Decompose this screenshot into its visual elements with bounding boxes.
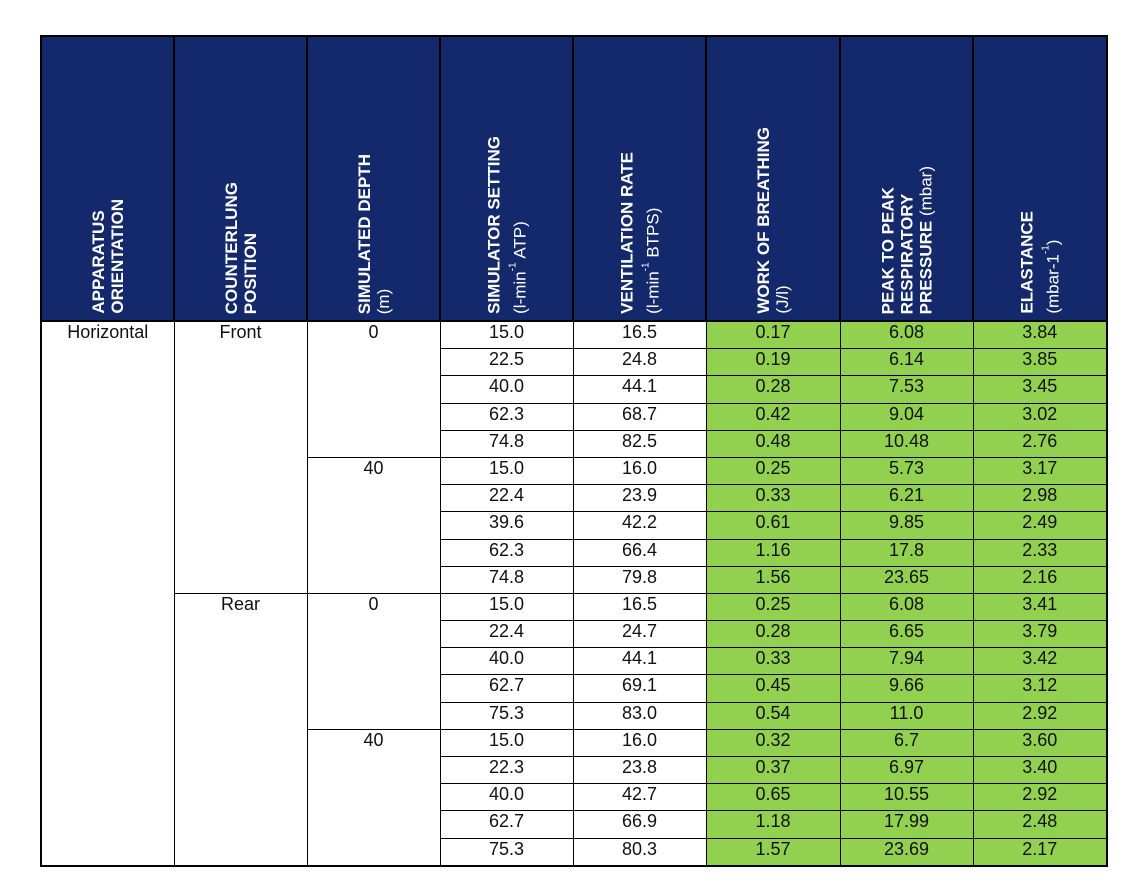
header-ventilation-rate — [573, 36, 706, 321]
ventilation-rate-cell: 24.8 — [573, 349, 706, 376]
elastance-cell: 3.40 — [973, 757, 1107, 784]
header-peak-respiratory-pressure — [840, 36, 973, 321]
simulated-depth-cell: 0 — [307, 593, 440, 729]
elastance-cell: 2.92 — [973, 702, 1107, 729]
work-of-breathing-cell: 0.37 — [706, 757, 840, 784]
work-of-breathing-cell: 0.28 — [706, 621, 840, 648]
peak-pressure-cell: 23.69 — [840, 838, 973, 866]
simulator-setting-cell: 22.3 — [440, 757, 573, 784]
simulated-depth-cell: 40 — [307, 729, 440, 866]
simulator-setting-cell: 22.5 — [440, 349, 573, 376]
work-of-breathing-cell: 0.48 — [706, 430, 840, 457]
ventilation-rate-cell: 23.9 — [573, 485, 706, 512]
header-text-line: VENTILATION RATE — [617, 152, 637, 314]
ventilation-rate-cell: 66.4 — [573, 539, 706, 566]
simulator-setting-cell: 75.3 — [440, 702, 573, 729]
simulator-setting-cell: 22.4 — [440, 621, 573, 648]
simulator-setting-cell: 15.0 — [440, 729, 573, 756]
header-text-line: ($l-\min^{-1}$ ATP) — [507, 221, 529, 314]
results-table — [40, 35, 1108, 867]
ventilation-rate-cell: 23.8 — [573, 757, 706, 784]
ventilation-rate-cell: 44.1 — [573, 376, 706, 403]
header-apparatus-orientation — [41, 36, 174, 321]
counterlung-position-cell: Rear — [174, 593, 307, 866]
ventilation-rate-cell: 24.7 — [573, 621, 706, 648]
table-row — [41, 321, 1107, 349]
elastance-cell: 2.17 — [973, 838, 1107, 866]
header-text-line: ELASTANCE — [1017, 211, 1037, 314]
simulator-setting-cell: 15.0 — [440, 593, 573, 620]
header-text-line: WORK OF BREATHING — [754, 127, 773, 314]
header-simulator-setting — [440, 36, 573, 321]
ventilation-rate-cell: 16.5 — [573, 321, 706, 349]
elastance-cell: 3.79 — [973, 621, 1107, 648]
simulator-setting-cell: 62.3 — [440, 539, 573, 566]
elastance-cell: 2.33 — [973, 539, 1107, 566]
simulator-setting-cell: 15.0 — [440, 457, 573, 484]
elastance-cell: 3.84 — [973, 321, 1107, 349]
work-of-breathing-cell: 0.25 — [706, 457, 840, 484]
elastance-cell: 3.45 — [973, 376, 1107, 403]
header-text-line: SIMULATED DEPTH — [354, 153, 374, 314]
elastance-cell: 2.76 — [973, 430, 1107, 457]
header-text-line: (m) — [373, 288, 393, 314]
ventilation-rate-cell: 68.7 — [573, 403, 706, 430]
table-body — [41, 321, 1107, 866]
header-text-line: PRESSURE (mbar) — [916, 165, 935, 314]
header-elastance — [973, 36, 1107, 321]
work-of-breathing-cell: 0.65 — [706, 784, 840, 811]
header-text-line: ($l-\min^{-1}$ BTPS) — [640, 207, 662, 314]
peak-pressure-cell: 9.66 — [840, 675, 973, 702]
ventilation-rate-cell: 80.3 — [573, 838, 706, 866]
peak-pressure-cell: 9.04 — [840, 403, 973, 430]
work-of-breathing-cell: 1.56 — [706, 566, 840, 593]
peak-pressure-cell: 6.14 — [840, 349, 973, 376]
work-of-breathing-cell: 0.33 — [706, 648, 840, 675]
work-of-breathing-cell: 0.28 — [706, 376, 840, 403]
header-text-line: SIMULATOR SETTING — [484, 136, 504, 314]
peak-pressure-cell: 17.8 — [840, 539, 973, 566]
work-of-breathing-cell: 0.61 — [706, 512, 840, 539]
elastance-cell: 3.41 — [973, 593, 1107, 620]
elastance-cell: 2.92 — [973, 784, 1107, 811]
peak-pressure-cell: 23.65 — [840, 566, 973, 593]
simulator-setting-cell: 39.6 — [440, 512, 573, 539]
header-counterlung-position — [174, 36, 307, 321]
work-of-breathing-cell: 1.18 — [706, 811, 840, 838]
peak-pressure-cell: 9.85 — [840, 512, 973, 539]
peak-pressure-cell: 10.55 — [840, 784, 973, 811]
peak-pressure-cell: 6.21 — [840, 485, 973, 512]
work-of-breathing-cell: 0.42 — [706, 403, 840, 430]
work-of-breathing-cell: 0.33 — [706, 485, 840, 512]
header-text-line: $(mbar-1^{-1})$ — [1040, 239, 1063, 314]
ventilation-rate-cell: 16.0 — [573, 457, 706, 484]
ventilation-rate-cell: 42.2 — [573, 512, 706, 539]
header-text-line: APPARATUS — [88, 210, 108, 314]
ventilation-rate-cell: 44.1 — [573, 648, 706, 675]
simulator-setting-cell: 62.7 — [440, 675, 573, 702]
peak-pressure-cell: 7.94 — [840, 648, 973, 675]
elastance-cell: 2.16 — [973, 566, 1107, 593]
ventilation-rate-cell: 82.5 — [573, 430, 706, 457]
table-row — [41, 593, 1107, 620]
elastance-cell: 3.85 — [973, 349, 1107, 376]
ventilation-rate-cell: 79.8 — [573, 566, 706, 593]
peak-pressure-cell: 17.99 — [840, 811, 973, 838]
simulator-setting-cell: 62.3 — [440, 403, 573, 430]
work-of-breathing-cell: 0.45 — [706, 675, 840, 702]
work-of-breathing-cell: 1.16 — [706, 539, 840, 566]
elastance-cell: 2.49 — [973, 512, 1107, 539]
peak-pressure-cell: 11.0 — [840, 702, 973, 729]
ventilation-rate-cell: 16.5 — [573, 593, 706, 620]
ventilation-rate-cell: 83.0 — [573, 702, 706, 729]
simulator-setting-cell: 40.0 — [440, 784, 573, 811]
elastance-cell: 3.60 — [973, 729, 1107, 756]
work-of-breathing-cell: 1.57 — [706, 838, 840, 866]
elastance-cell: 2.98 — [973, 485, 1107, 512]
work-of-breathing-cell: 0.32 — [706, 729, 840, 756]
counterlung-position-cell: Front — [174, 321, 307, 593]
peak-pressure-cell: 6.65 — [840, 621, 973, 648]
ventilation-rate-cell: 69.1 — [573, 675, 706, 702]
header-row — [41, 36, 1107, 321]
simulator-setting-cell: 22.4 — [440, 485, 573, 512]
peak-pressure-cell: 5.73 — [840, 457, 973, 484]
header-text-line: POSITION — [240, 232, 260, 314]
simulator-setting-cell: 15.0 — [440, 321, 573, 349]
simulator-setting-cell: 74.8 — [440, 430, 573, 457]
peak-pressure-cell: 6.08 — [840, 593, 973, 620]
peak-pressure-cell: 10.48 — [840, 430, 973, 457]
peak-pressure-cell: 7.53 — [840, 376, 973, 403]
elastance-cell: 3.02 — [973, 403, 1107, 430]
work-of-breathing-cell: 0.19 — [706, 349, 840, 376]
simulated-depth-cell: 0 — [307, 321, 440, 457]
simulator-setting-cell: 62.7 — [440, 811, 573, 838]
ventilation-rate-cell: 42.7 — [573, 784, 706, 811]
header-text-line: COUNTERLUNG — [221, 181, 241, 314]
simulator-setting-cell: 74.8 — [440, 566, 573, 593]
elastance-cell: 3.17 — [973, 457, 1107, 484]
header-text-line: PEAK TO PEAK — [878, 186, 897, 314]
header-text-line: ORIENTATION — [107, 199, 127, 314]
ventilation-rate-cell: 66.9 — [573, 811, 706, 838]
ventilation-rate-cell: 16.0 — [573, 729, 706, 756]
simulator-setting-cell: 40.0 — [440, 376, 573, 403]
orientation-cell: Horizontal — [41, 321, 174, 866]
elastance-cell: 2.48 — [973, 811, 1107, 838]
work-of-breathing-cell: 0.17 — [706, 321, 840, 349]
peak-pressure-cell: 6.7 — [840, 729, 973, 756]
peak-pressure-cell: 6.97 — [840, 757, 973, 784]
work-of-breathing-cell: 0.54 — [706, 702, 840, 729]
elastance-cell: 3.12 — [973, 675, 1107, 702]
header-text-line: (J/l) — [773, 285, 792, 314]
peak-pressure-cell: 6.08 — [840, 321, 973, 349]
simulator-setting-cell: 40.0 — [440, 648, 573, 675]
simulated-depth-cell: 40 — [307, 457, 440, 593]
elastance-cell: 3.42 — [973, 648, 1107, 675]
header-text-line: RESPIRATORY — [897, 193, 916, 314]
work-of-breathing-cell: 0.25 — [706, 593, 840, 620]
header-simulated-depth — [307, 36, 440, 321]
header-work-of-breathing — [706, 36, 840, 321]
simulator-setting-cell: 75.3 — [440, 838, 573, 866]
